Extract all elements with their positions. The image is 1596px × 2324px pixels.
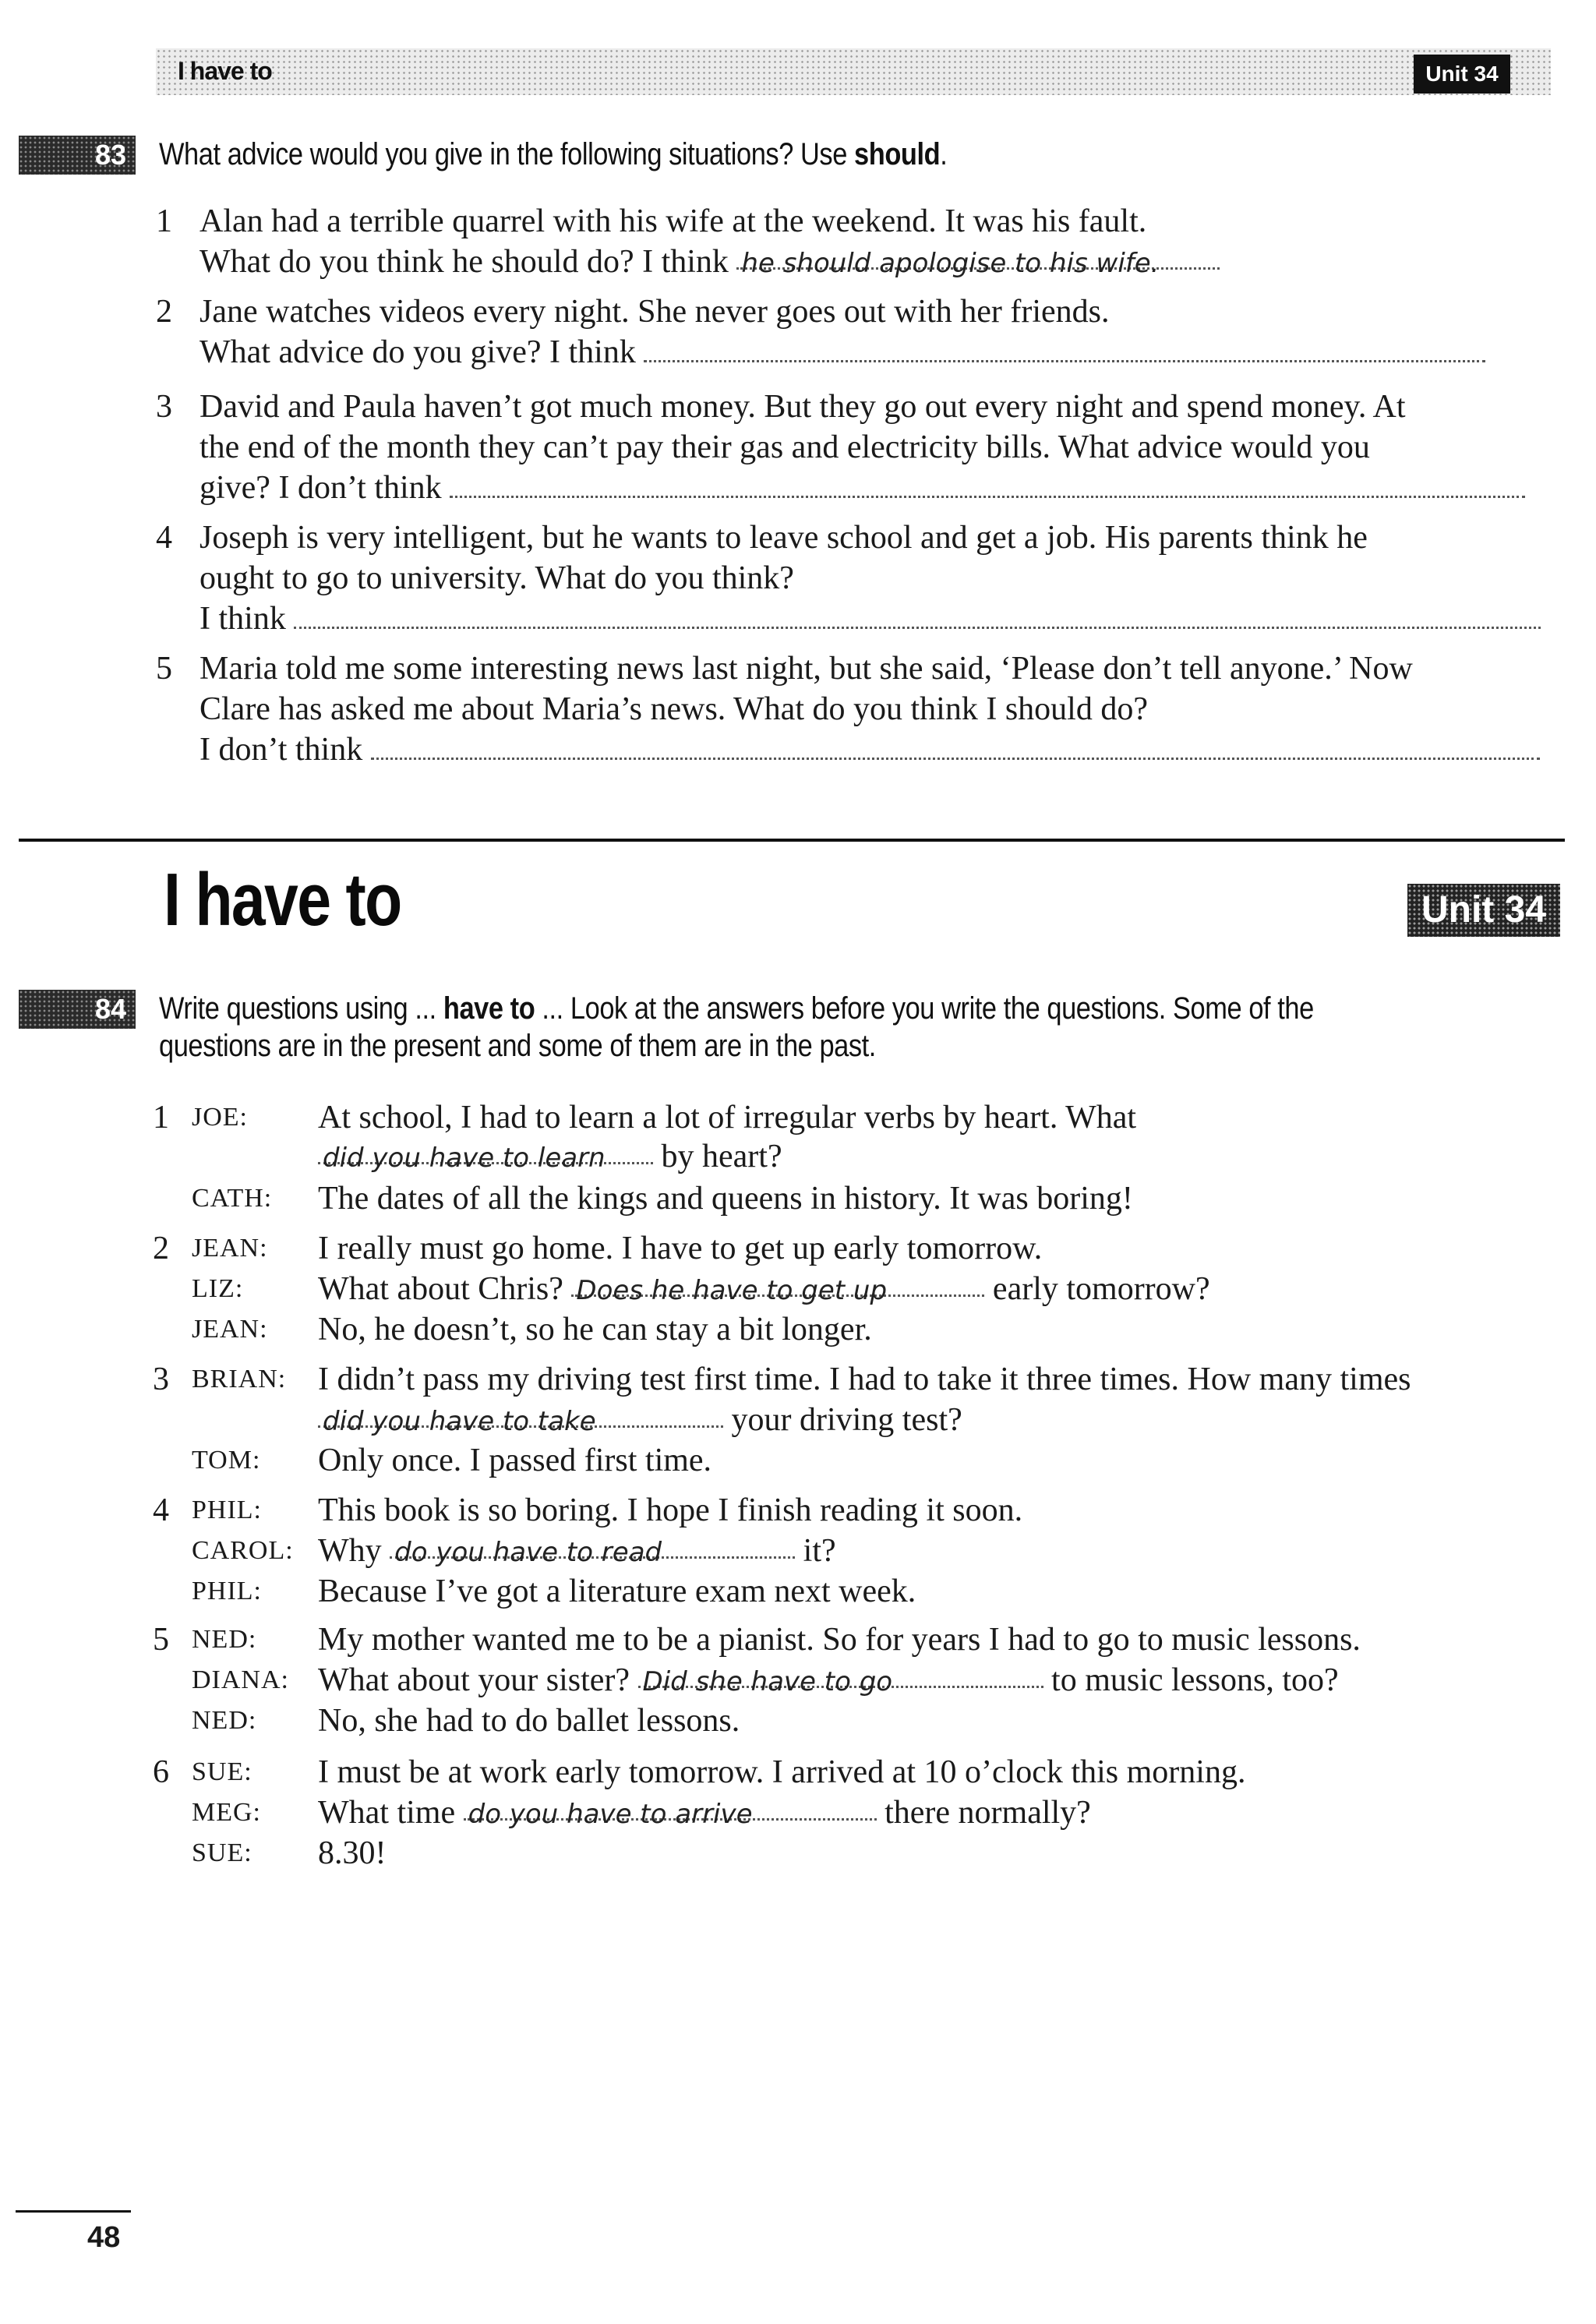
answer-field-1[interactable]: he should apologise to his wife. (736, 242, 1220, 270)
section-divider (19, 839, 1565, 842)
exercise-83-badge: 83 (19, 136, 136, 175)
answer-field-4[interactable] (294, 601, 1541, 629)
answer-field-d4[interactable]: do you have to read (390, 1531, 795, 1559)
answer-field-3[interactable] (450, 470, 1525, 498)
exercise-84-instruction: Write questions using ... have to ... Look at the answers before you write the questions. Some of the questions are in the present and some of them are in the past. (159, 991, 1314, 1063)
answer-field-d3[interactable]: did you have to take (318, 1400, 723, 1428)
exercise-83-instruction: What advice would you give in the following situations? Use should. (159, 137, 948, 171)
header-title: I have to (178, 57, 272, 85)
header-strip (156, 48, 1551, 95)
exercise-84-badge: 84 (19, 990, 136, 1029)
answer-field-d6[interactable]: do you have to arrive (464, 1792, 877, 1821)
page-title: I have to (164, 858, 401, 941)
answer-field-d1[interactable]: did you have to learn (318, 1136, 653, 1164)
unit-badge-header: Unit 34 (1414, 55, 1510, 94)
answer-field-5[interactable] (371, 732, 1540, 760)
answer-field-d2[interactable]: Does he have to get up (571, 1269, 984, 1297)
footer-rule (16, 2210, 131, 2213)
answer-field-2[interactable] (644, 334, 1485, 362)
page-number: 48 (87, 2221, 121, 2254)
unit-badge-section: Unit 34 (1407, 884, 1560, 937)
answer-field-d5[interactable]: Did she have to go (638, 1660, 1043, 1688)
